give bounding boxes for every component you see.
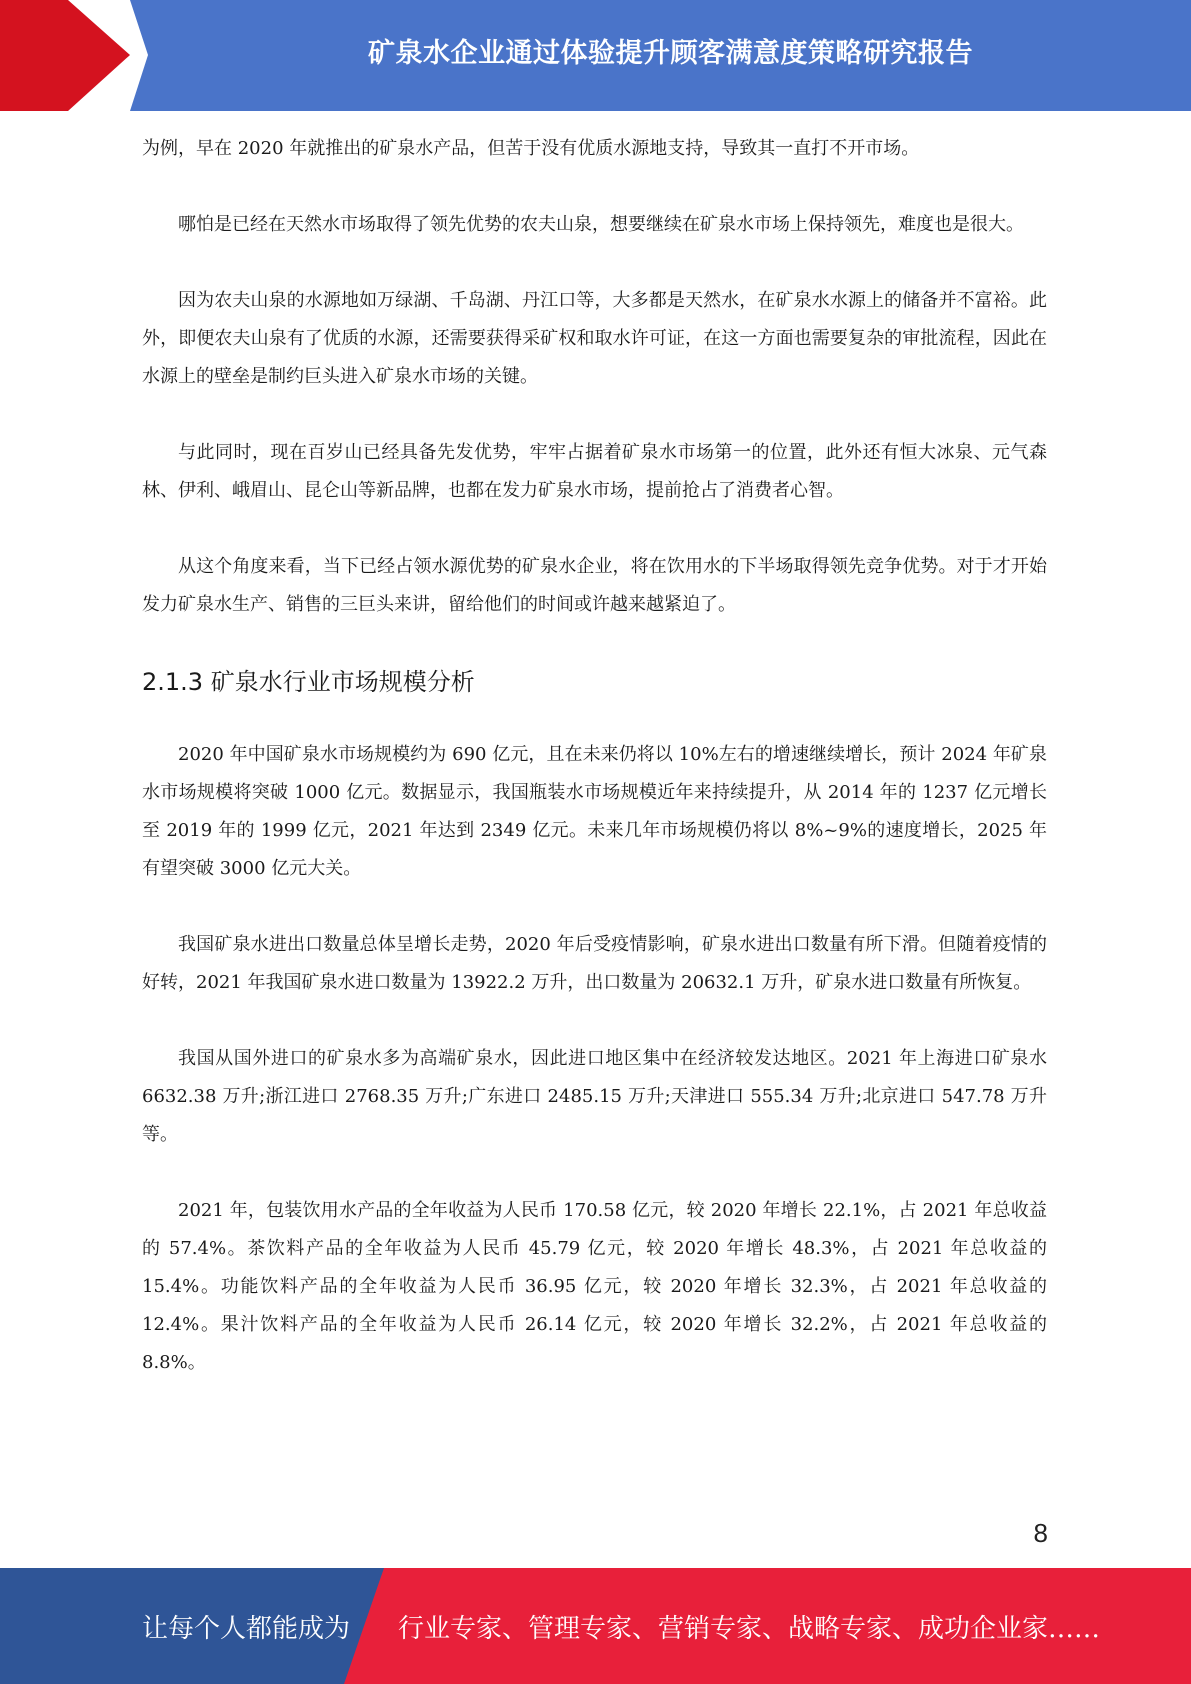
footer-slogan-right: 行业专家、管理专家、营销专家、战略专家、成功企业家…… [398,1613,1101,1644]
body-paragraph: 2021 年，包装饮用水产品的全年收益为人民币 170.58 亿元，较 2020 年增长 22.1%，占 2021 年总收益的 57.4%。茶饮料产品的全年收益为人民币 45.79 亿元，较 2020 年增长 48.3%，占 2021 年总收益的 15.4%。功能饮料产品的全年收益为人民币 36.95 亿元，较 2020 年增长 32.3%，占 2021 年总收益的 12.4%。果汁饮料产品的全年收益为人民币 26.14 亿元，较 2020 年增长 32.2%，占 2021 年总收益的 8.8%。 [142,1200,1047,1373]
document-body [142,130,1047,1420]
body-paragraph: 因为农夫山泉的水源地如万绿湖、千岛湖、丹江口等，大多都是天然水，在矿泉水水源上的储备并不富裕。此外，即便农夫山泉有了优质的水源，还需要获得采矿权和取水许可证，在这一方面也需要复杂的审批流程，因此在水源上的壁垒是制约巨头进入矿泉水市场的关键。 [142,290,1047,387]
body-paragraph: 从这个角度来看，当下已经占领水源优势的矿泉水企业，将在饮用水的下半场取得领先竞争优势。对于才开始发力矿泉水生产、销售的三巨头来讲，留给他们的时间或许越来越紧迫了。 [142,556,1047,615]
body-paragraph: 我国矿泉水进出口数量总体呈增长走势，2020 年后受疫情影响，矿泉水进出口数量有所下滑。但随着疫情的好转，2021 年我国矿泉水进口数量为 13922.2 万升，出口数量为 20632.1 万升，矿泉水进口数量有所恢复。 [142,934,1047,993]
body-paragraph: 哪怕是已经在天然水市场取得了领先优势的农夫山泉，想要继续在矿泉水市场上保持领先，难度也是很大。 [178,214,1024,235]
body-paragraph: 与此同时，现在百岁山已经具备先发优势，牢牢占据着矿泉水市场第一的位置，此外还有恒大冰泉、元气森林、伊利、峨眉山、昆仑山等新品牌，也都在发力矿泉水市场，提前抢占了消费者心智。 [142,442,1047,501]
body-paragraph: 为例，早在 2020 年就推出的矿泉水产品，但苦于没有优质水源地支持，导致其一直打不开市场。 [142,138,920,159]
body-paragraph: 2020 年中国矿泉水市场规模约为 690 亿元，且在未来仍将以 10%左右的增速继续增长，预计 2024 年矿泉水市场规模将突破 1000 亿元。数据显示，我国瓶装水市场规模近年来持续提升，从 2014 年的 1237 亿元增长至 2019 年的 1999 亿元，2021 年达到 2349 亿元。未来几年市场规模仍将以 8%~9%的速度增长，2025 年有望突破 3000 亿元大关。 [142,744,1047,879]
page-header [0,0,1191,111]
body-paragraph: 我国从国外进口的矿泉水多为高端矿泉水，因此进口地区集中在经济较发达地区。2021 年上海进口矿泉水 6632.38 万升;浙江进口 2768.35 万升;广东进口 2485.15 万升;天津进口 555.34 万升;北京进口 547.78 万升等。 [142,1048,1047,1145]
page-footer [0,1568,1191,1684]
footer-slogan-left: 让每个人都能成为 [142,1613,351,1644]
page-number: 8 [1033,1518,1048,1548]
section-heading: 2.1.3 矿泉水行业市场规模分析 [142,668,475,696]
report-title: 矿泉水企业通过体验提升顾客满意度策略研究报告 [368,37,973,69]
